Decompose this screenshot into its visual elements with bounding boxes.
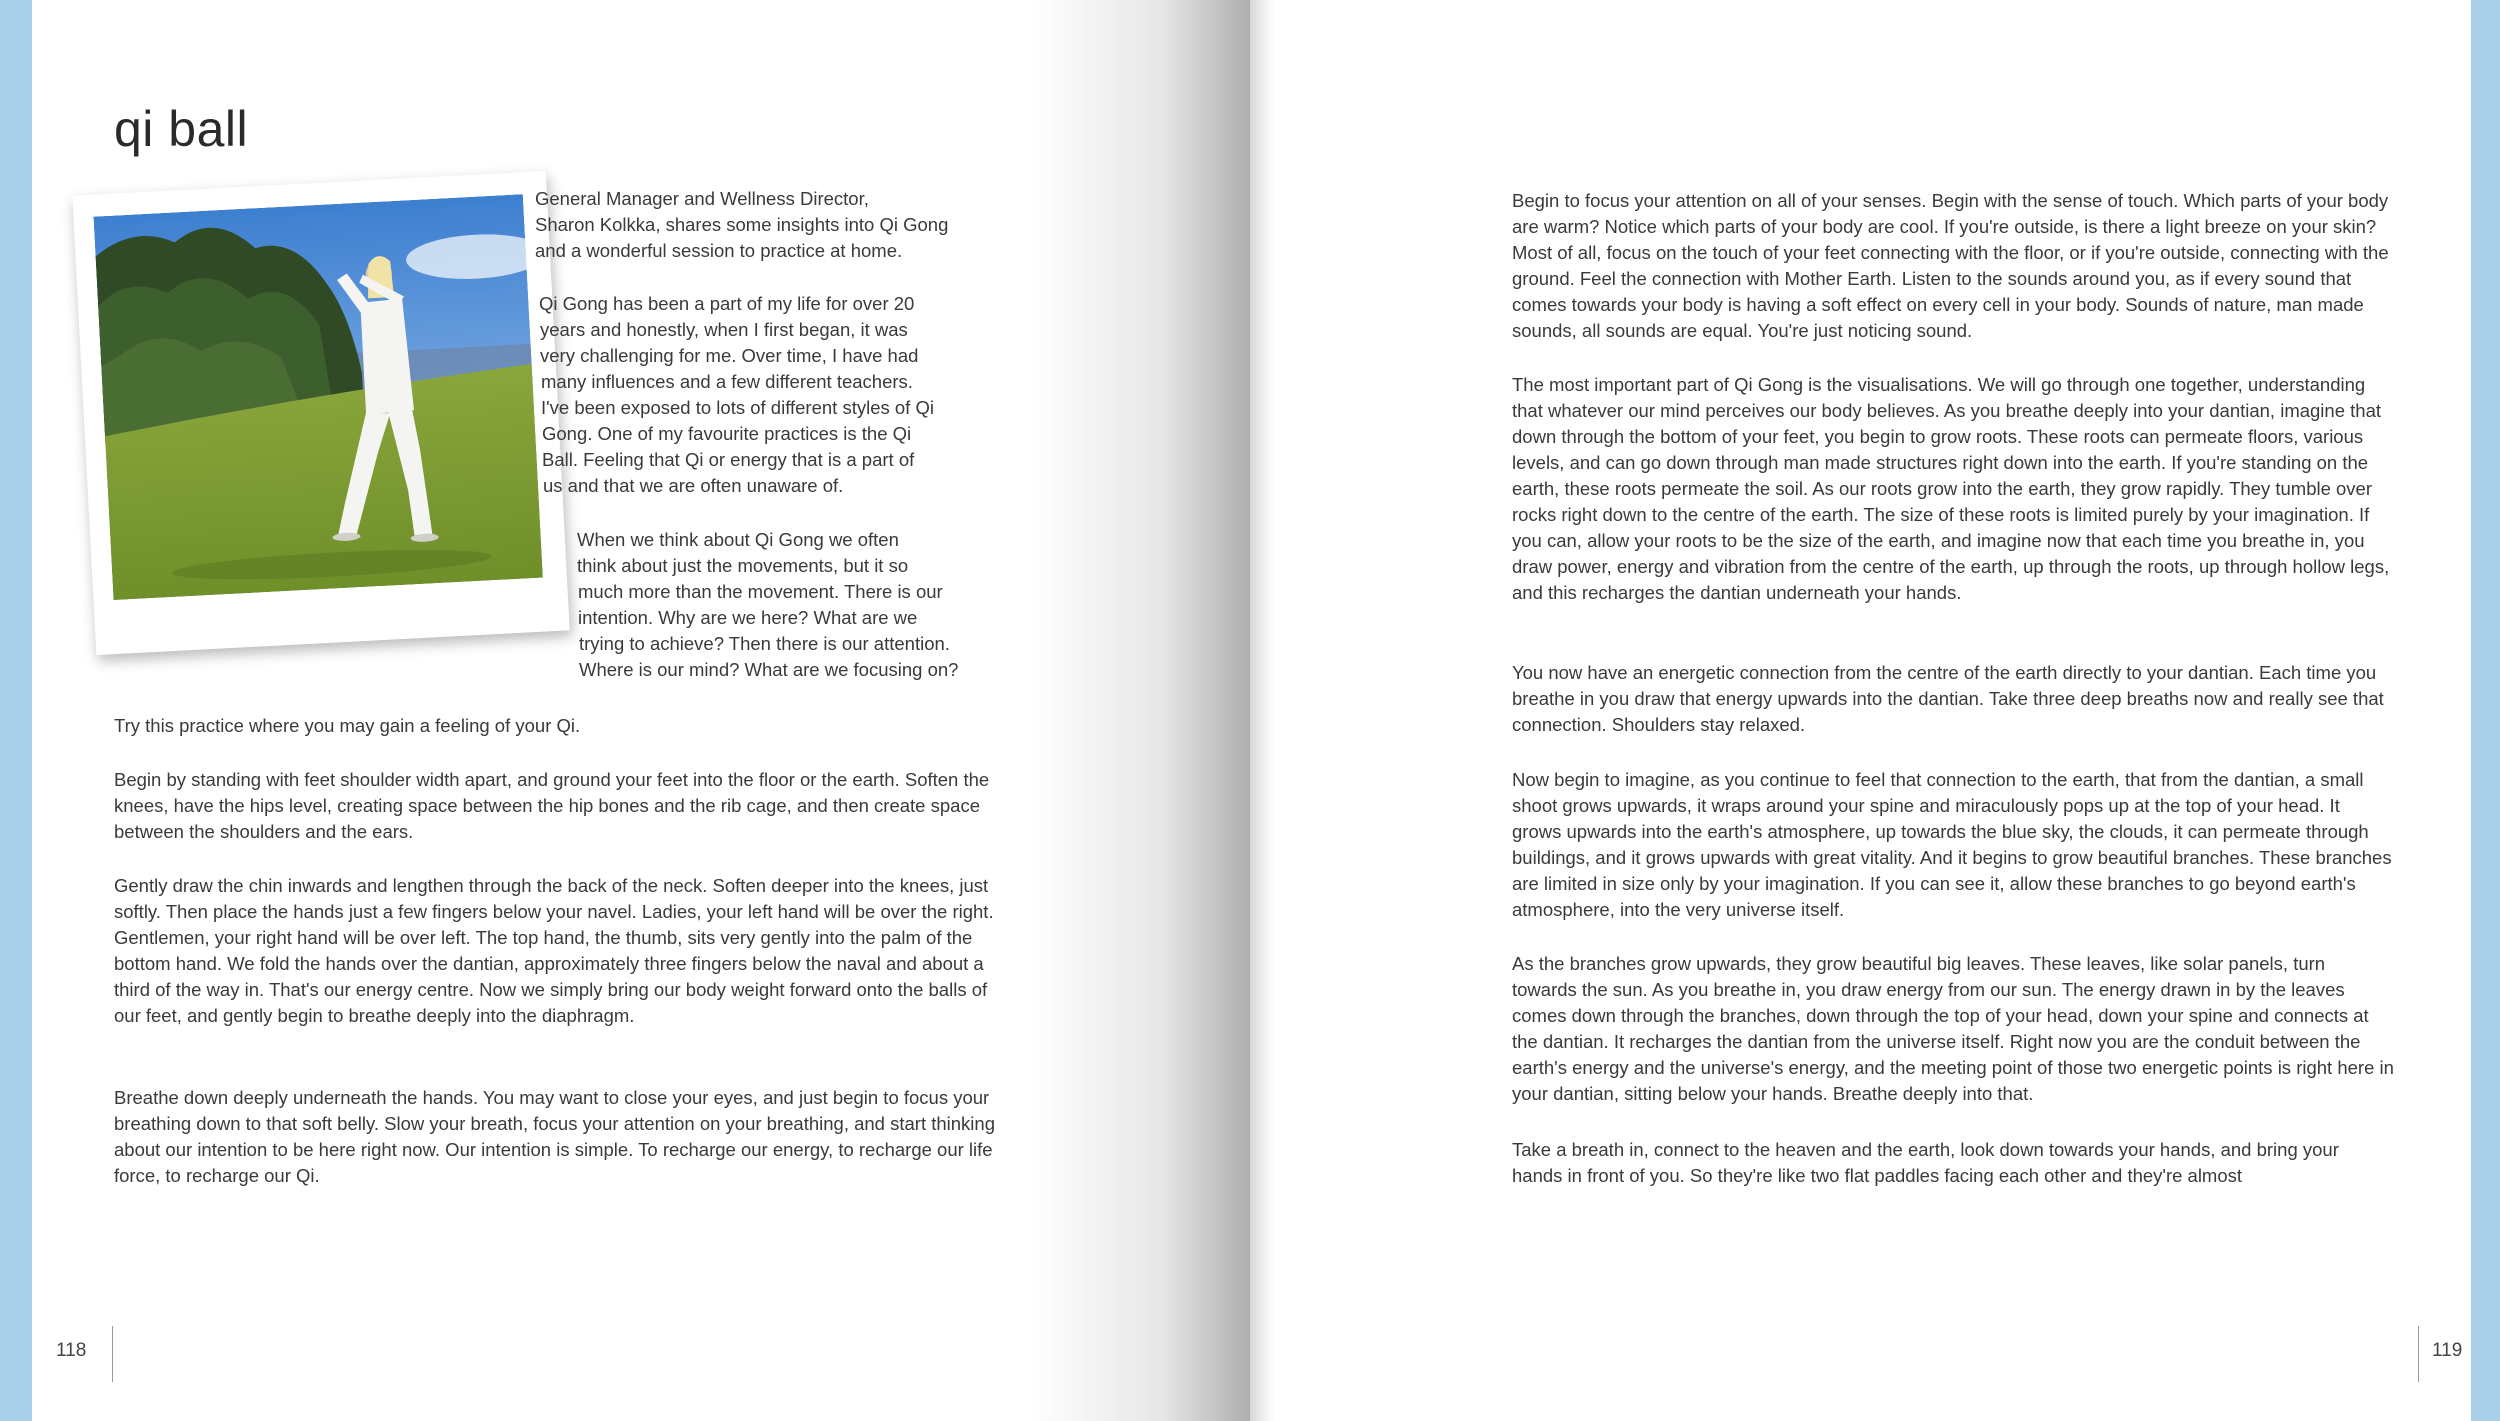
- intro-line: General Manager and Wellness Director,: [535, 188, 869, 209]
- page-number: 118: [56, 1340, 87, 1361]
- body-paragraph: Now begin to imagine, as you continue to feel that connection to the earth, that from the dantian, a small shoot grows upwards, it wraps around your spine and miraculously pops up at the top of your head. It grows upwards into the earth's atmosphere, up towards the blue sky, the clouds, it can permeate through buildings, and it grows upwards with great vitality. And it begins to grow beautiful branches. These branches are limited in size only by your imagination. If you can see it, allow these branches to go beyond earth's atmosphere, into the very universe itself.: [1512, 769, 2392, 920]
- body-paragraph: You now have an energetic connection from the centre of the earth directly to your dantian. Each time you breathe in you draw that energy upwards into the dantian. Take three deep breaths now and really see that connection. Shoulders stay relaxed.: [1512, 662, 2384, 735]
- body-paragraph: Begin to focus your attention on all of your senses. Begin with the sense of touch. Which parts of your body are warm? Notice which parts of your body are cool. If you're outside, is there a light breeze on your skin? Most of all, focus on the touch of your feet connecting with the floor, or if you're outside, connecting with the ground. Feel the connection with Mother Earth. Listen to the sounds around you, as if every sound that comes towards your body is having a soft effect on every cell in your body. Sounds of nature, man made sounds, all sounds are equal. You're just noticing sound.: [1512, 190, 2389, 341]
- wrap-line: Ball. Feeling that Qi or energy that is a part of: [542, 449, 915, 470]
- page-number: 119: [2432, 1340, 2463, 1361]
- wrap-line: very challenging for me. Over time, I have had: [540, 345, 919, 366]
- page-title: qi ball: [114, 101, 249, 157]
- gutter-shadow: [1250, 0, 1274, 1421]
- body-paragraph: Begin by standing with feet shoulder width apart, and ground your feet into the floor or the earth. Soften the knees, have the hips level, creating space between the hip bones and the rib cage, and then create space between the shoulders and the ears.: [114, 769, 990, 842]
- body-paragraph: Breathe down deeply underneath the hands. You may want to close your eyes, and just begin to focus your breathing down to that soft belly. Slow your breath, focus your attention on your breathing, and start thinking about our intention to be here right now. Our intention is simple. To recharge our energy, to recharge our life force, to recharge our Qi.: [114, 1087, 995, 1186]
- wrap-line: I've been exposed to lots of different styles of Qi: [541, 397, 934, 418]
- wrap-line: Qi Gong has been a part of my life for over 20: [539, 293, 915, 314]
- folio-rule: [112, 1326, 113, 1382]
- body-paragraph: Try this practice where you may gain a feeling of your Qi.: [114, 715, 581, 736]
- body-paragraph: Gently draw the chin inwards and lengthen through the back of the neck. Soften deeper into the knees, just softly. Then place the hands just a few fingers below your navel. Ladies, your left hand will be over the right. Gentlemen, your right hand will be over left. The top hand, the thumb, sits very gently into the palm of the bottom hand. We fold the hands over the dantian, approximately three fingers below the naval and about a third of the way in. That's our energy centre. Now we simply bring our body weight forward onto the balls of our feet, and gently begin to breathe deeply into the diaphragm.: [114, 875, 994, 1026]
- intro-line: Sharon Kolkka, shares some insights into Qi Gong: [535, 214, 949, 235]
- wrap-line: intention. Why are we here? What are we: [578, 607, 918, 628]
- wrap-line: us and that we are often unaware of.: [543, 475, 844, 496]
- wrap-line: many influences and a few different teachers.: [541, 371, 913, 392]
- body-paragraph: As the branches grow upwards, they grow beautiful big leaves. These leaves, like solar panels, turn towards the sun. As you breathe in, you draw energy from our sun. The energy drawn in by the leaves comes down through the branches, down through the top of your head, down your spine and connects at the dantian. It recharges the dantian from the universe itself. Right now you are the conduit between the earth's energy and the universe's energy, and the meeting point of those two energetic points is right here in your dantian, sitting below your hands. Breathe deeply into that.: [1512, 953, 2394, 1104]
- wrap-line: years and honestly, when I first began, it was: [540, 319, 908, 340]
- right-page: [1250, 0, 2471, 1421]
- wrap-line: Where is our mind? What are we focusing on?: [579, 659, 959, 680]
- photo-frame: [72, 171, 569, 655]
- wrap-line: When we think about Qi Gong we often: [577, 529, 899, 550]
- wrap-line: much more than the movement. There is our: [578, 581, 943, 602]
- qi-gong-photo: [93, 194, 543, 600]
- book-spread: [32, 0, 2471, 1421]
- folio-rule: [2418, 1326, 2419, 1382]
- left-page: [32, 0, 1250, 1421]
- intro-line: and a wonderful session to practice at home.: [535, 240, 903, 261]
- wrap-line: think about just the movements, but it so: [577, 555, 909, 576]
- body-paragraph: The most important part of Qi Gong is the visualisations. We will go through one together, understanding that whatever our mind perceives our body believes. As you breathe deeply into your dantian, imagine that down through the bottom of your feet, you begin to grow roots. These roots can permeate floors, various levels, and can go down through man made structures right down into the earth. If you're standing on the earth, these roots permeate the soil. As our roots grow into the earth, they grow rapidly. They tumble over rocks right down to the centre of the earth. The size of these roots is limited purely by your imagination. If you can, allow your roots to be the size of the earth, and imagine now that each time you breathe in, you draw power, energy and vibration from the centre of the earth, up through the roots, up through hollow legs, and this recharges the dantian underneath your hands.: [1512, 374, 2390, 603]
- body-paragraph: Take a breath in, connect to the heaven and the earth, look down towards your hands, and bring your hands in front of you. So they're like two flat paddles facing each other and they're almost: [1512, 1139, 2339, 1186]
- wrap-line: trying to achieve? Then there is our attention.: [579, 633, 950, 654]
- wrap-line: Gong. One of my favourite practices is the Qi: [542, 423, 912, 444]
- gutter-shadow: [1030, 0, 1250, 1421]
